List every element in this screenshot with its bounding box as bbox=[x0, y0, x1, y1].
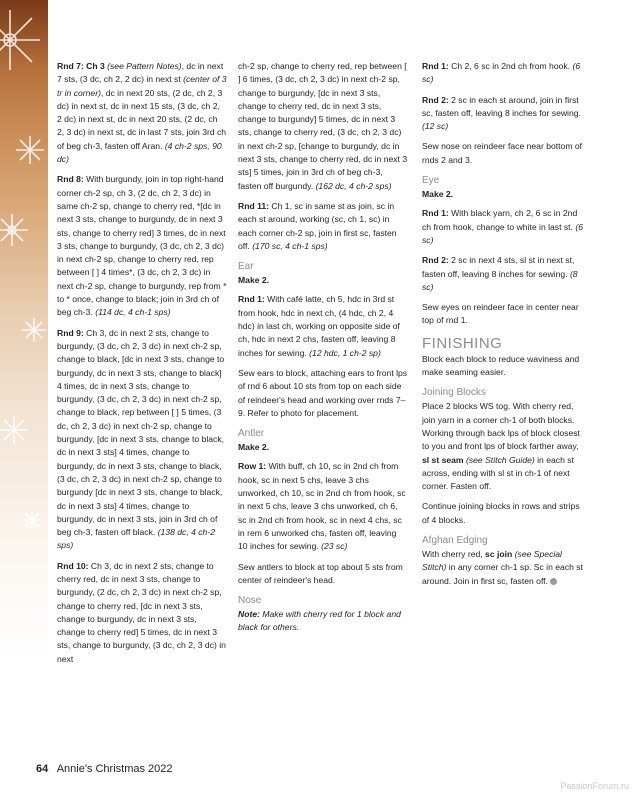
eye-sew-instructions: Sew eyes on reindeer face in center near top of rnd 1. bbox=[422, 302, 579, 326]
publication-title: Annie's Christmas 2022 bbox=[56, 763, 173, 775]
nose-heading: Nose bbox=[238, 595, 262, 607]
nose-sew-instructions: Sew nose on reindeer face near bottom of rnds 2 and 3. bbox=[422, 141, 583, 165]
eye-rnd-1: Rnd 1: With black yarn, ch 2, 6 sc in 2nd ch from hook, change to white in last st. (6 sc) bbox=[422, 208, 583, 245]
column-3 bbox=[422, 60, 588, 595]
finishing-text: Block each block to reduce waviness and make seaming easier. bbox=[422, 353, 580, 378]
ear-sew-instructions: Sew ears to block, attaching ears to front lps of rnd 6 about 10 sts from top on each side of reindeer's head and working over rnds 7–9. Refer to photo for placement. bbox=[238, 367, 408, 418]
finishing-heading: FINISHING bbox=[422, 334, 503, 352]
column-2 bbox=[238, 60, 408, 642]
antler-make-count: Make 2. bbox=[238, 442, 270, 453]
nose-rnd-1: Rnd 1: Ch 2, 6 sc in 2nd ch from hook. (6 sc) bbox=[422, 61, 581, 85]
decorative-snowflake-border bbox=[0, 0, 48, 690]
ear-make-count: Make 2. bbox=[238, 275, 270, 286]
rnd-10-paragraph: Rnd 10: Ch 3, dc in next 2 sts, change to cherry red, dc in next 3 sts, change to burgundy, (2 dc, ch 2, 3 dc) in next ch-2 sp, change to cherry red, [dc in next 3 sts, change to burgundy, dc in next 3 sts, change to cherry red] 5 times, dc in next 3 sts, change to burgundy, (3 dc, ch 2, 3 dc) in next bbox=[57, 560, 226, 664]
ear-rnd-1: Rnd 1: With café latte, ch 5, hdc in 3rd st from hook, hdc in next ch, (4 hdc, ch 2, 4 hdc) in last ch, working on opposite side of ch, hdc in next 2 chs, fasten off, leaving 8 inches for sewing. (12 hdc, 1 ch-2 sp) bbox=[238, 294, 400, 358]
watermark: PassionForum.ru bbox=[560, 781, 629, 791]
rnd-7-paragraph: Rnd 7: Ch 3 (see Pattern Notes), dc in next 7 sts, (3 dc, ch 2, 2 dc) in next st (center of 3 tr in corner), dc in next 20 sts, (2 dc, ch 2, 3 dc) in next st, dc in next 15 sts, (3 dc, ch 2, 2 dc) in next st, dc in next 20 sts, (2 dc, ch 2, 3 dc) in next st, dc in last 7 sts, join 3rd ch of beg ch-3, fasten off Aran. (4 ch-2 sps, 90 dc) bbox=[57, 61, 227, 165]
ear-heading: Ear bbox=[238, 261, 254, 273]
joining-blocks-heading: Joining Blocks bbox=[422, 387, 486, 399]
eye-heading: Eye bbox=[422, 175, 440, 187]
rnd-11-paragraph: Rnd 11: Ch 1, sc in same st as join, sc in each st around, working (sc, ch 1, sc) in each corner ch-2 sp, join in first sc, fasten off. (170 sc, 4 ch-1 sps) bbox=[238, 200, 397, 251]
page-footer bbox=[36, 763, 173, 775]
rnd-10-continued: ch-2 sp, change to cherry red, rep between [ ] 6 times, (3 dc, ch 2, 3 dc) in next ch-2 sp, change to burgundy, [dc in next 3 sts, change to cherry red, dc in next 3 sts, change to burgundy] 5 times, dc in next 3 sts, change to cherry red, (3 dc, ch 2, 3 dc) in next ch-2 sp, [change to burgundy, dc in next 3 sts, change to cherry red, dc in next 3 sts] 5 times, join in 3rd ch of beg ch-3, fasten off burgundy. (162 dc, 4 ch-2 sps) bbox=[238, 61, 408, 191]
joining-continue-text: Continue joining blocks in rows and strips of 4 blocks. bbox=[422, 501, 580, 525]
antler-row-1: Row 1: With buff, ch 10, sc in 2nd ch from hook, sc in next 5 chs, leave 3 chs unworked, ch 10, sc in 2nd ch from hook, sc in next 5 chs, leave 3 chs unworked, ch 6, sc in 2nd ch from hook, sc in next 4 chs, sc in rem 6 unworked chs, fasten off, leaving 10 inches for sewing. (23 sc) bbox=[238, 461, 406, 552]
antler-heading: Antler bbox=[238, 428, 265, 440]
nose-note: Note: Make with cherry red for 1 block and black for others. bbox=[238, 609, 401, 633]
eye-make-count: Make 2. bbox=[422, 189, 454, 200]
page-number: 64 bbox=[36, 763, 49, 775]
afghan-edging-text: With cherry red, sc join (see Special Stitch) in any corner ch-1 sp. Sc in each st around. Join in first sc, fasten off. bbox=[422, 549, 583, 586]
eye-rnd-2: Rnd 2: 2 sc in next 4 sts, sl st in next st, fasten off, leaving 8 inches for sewing. (8 sc) bbox=[422, 255, 578, 292]
rnd-9-paragraph: Rnd 9: Ch 3, dc in next 2 sts, change to burgundy, (3 dc, ch 2, 3 dc) in next ch-2 sp, change to black, [dc in next 3 sts, change to burgundy, dc in next 3 sts, change to black] 4 times, dc in next 3 sts, change to burgundy, (3 dc, ch 2, 3 dc) in next ch-2 sp, change to black, rep between [ ] 5 times, (3 dc, ch 2, 3 dc) in next ch-2 sp, change to burgundy, [dc in next 3 sts, change to black, dc in next 3 sts] 4 times, change to burgundy, dc in next 3 sts, change to black, (3 dc, ch 2, 3 dc) in next ch-2 sp, change to burgundy [dc in next 3 sts, change to black, dc in next 3 sts] 4 times, change to burgundy, dc in next 3 sts, join in 3rd ch of beg ch-3, fasten off black. (138 dc, 4 ch-2 sps) bbox=[57, 327, 225, 551]
afghan-edging-heading: Afghan Edging bbox=[422, 535, 488, 547]
rnd-8-paragraph: Rnd 8: With burgundy, join in top right-hand corner ch-2 sp, ch 3, (2 dc, ch 2, 3 dc) in same ch-2 sp, change to cherry red, *[dc in next 3 sts, change to burgundy, dc in next 3 sts, change to cherry red] 3 times, dc in next 3 sts, change to burgundy, (3 dc, ch 2, 3 dc) in next ch-2 sp, change to cherry red, rep between [ ] 4 times*, (3 dc, ch 2, 3 dc) in next ch-2 sp, change to burgundy, rep from * to * once, change to black; join in 3rd ch of beg ch-3. (114 dc, 4 ch-1 sps) bbox=[57, 174, 227, 318]
column-1 bbox=[57, 60, 227, 673]
end-mark-icon bbox=[550, 578, 557, 585]
antler-sew-instructions: Sew antlers to block at top about 5 sts from center of reindeer's head. bbox=[238, 561, 403, 585]
nose-rnd-2: Rnd 2: 2 sc in each st around, join in first sc, fasten off, leaving 8 inches for sewing. (12 sc) bbox=[422, 94, 581, 132]
joining-blocks-text: Place 2 blocks WS tog. With cherry red, join yarn in a corner ch-1 of both blocks. Working through back lps of block closest to you and front lps of block farther away, sl st seam (see Stitch Guide) in each st across, ending with sl st in ch-1 of next corner. Fasten off. bbox=[422, 401, 580, 492]
